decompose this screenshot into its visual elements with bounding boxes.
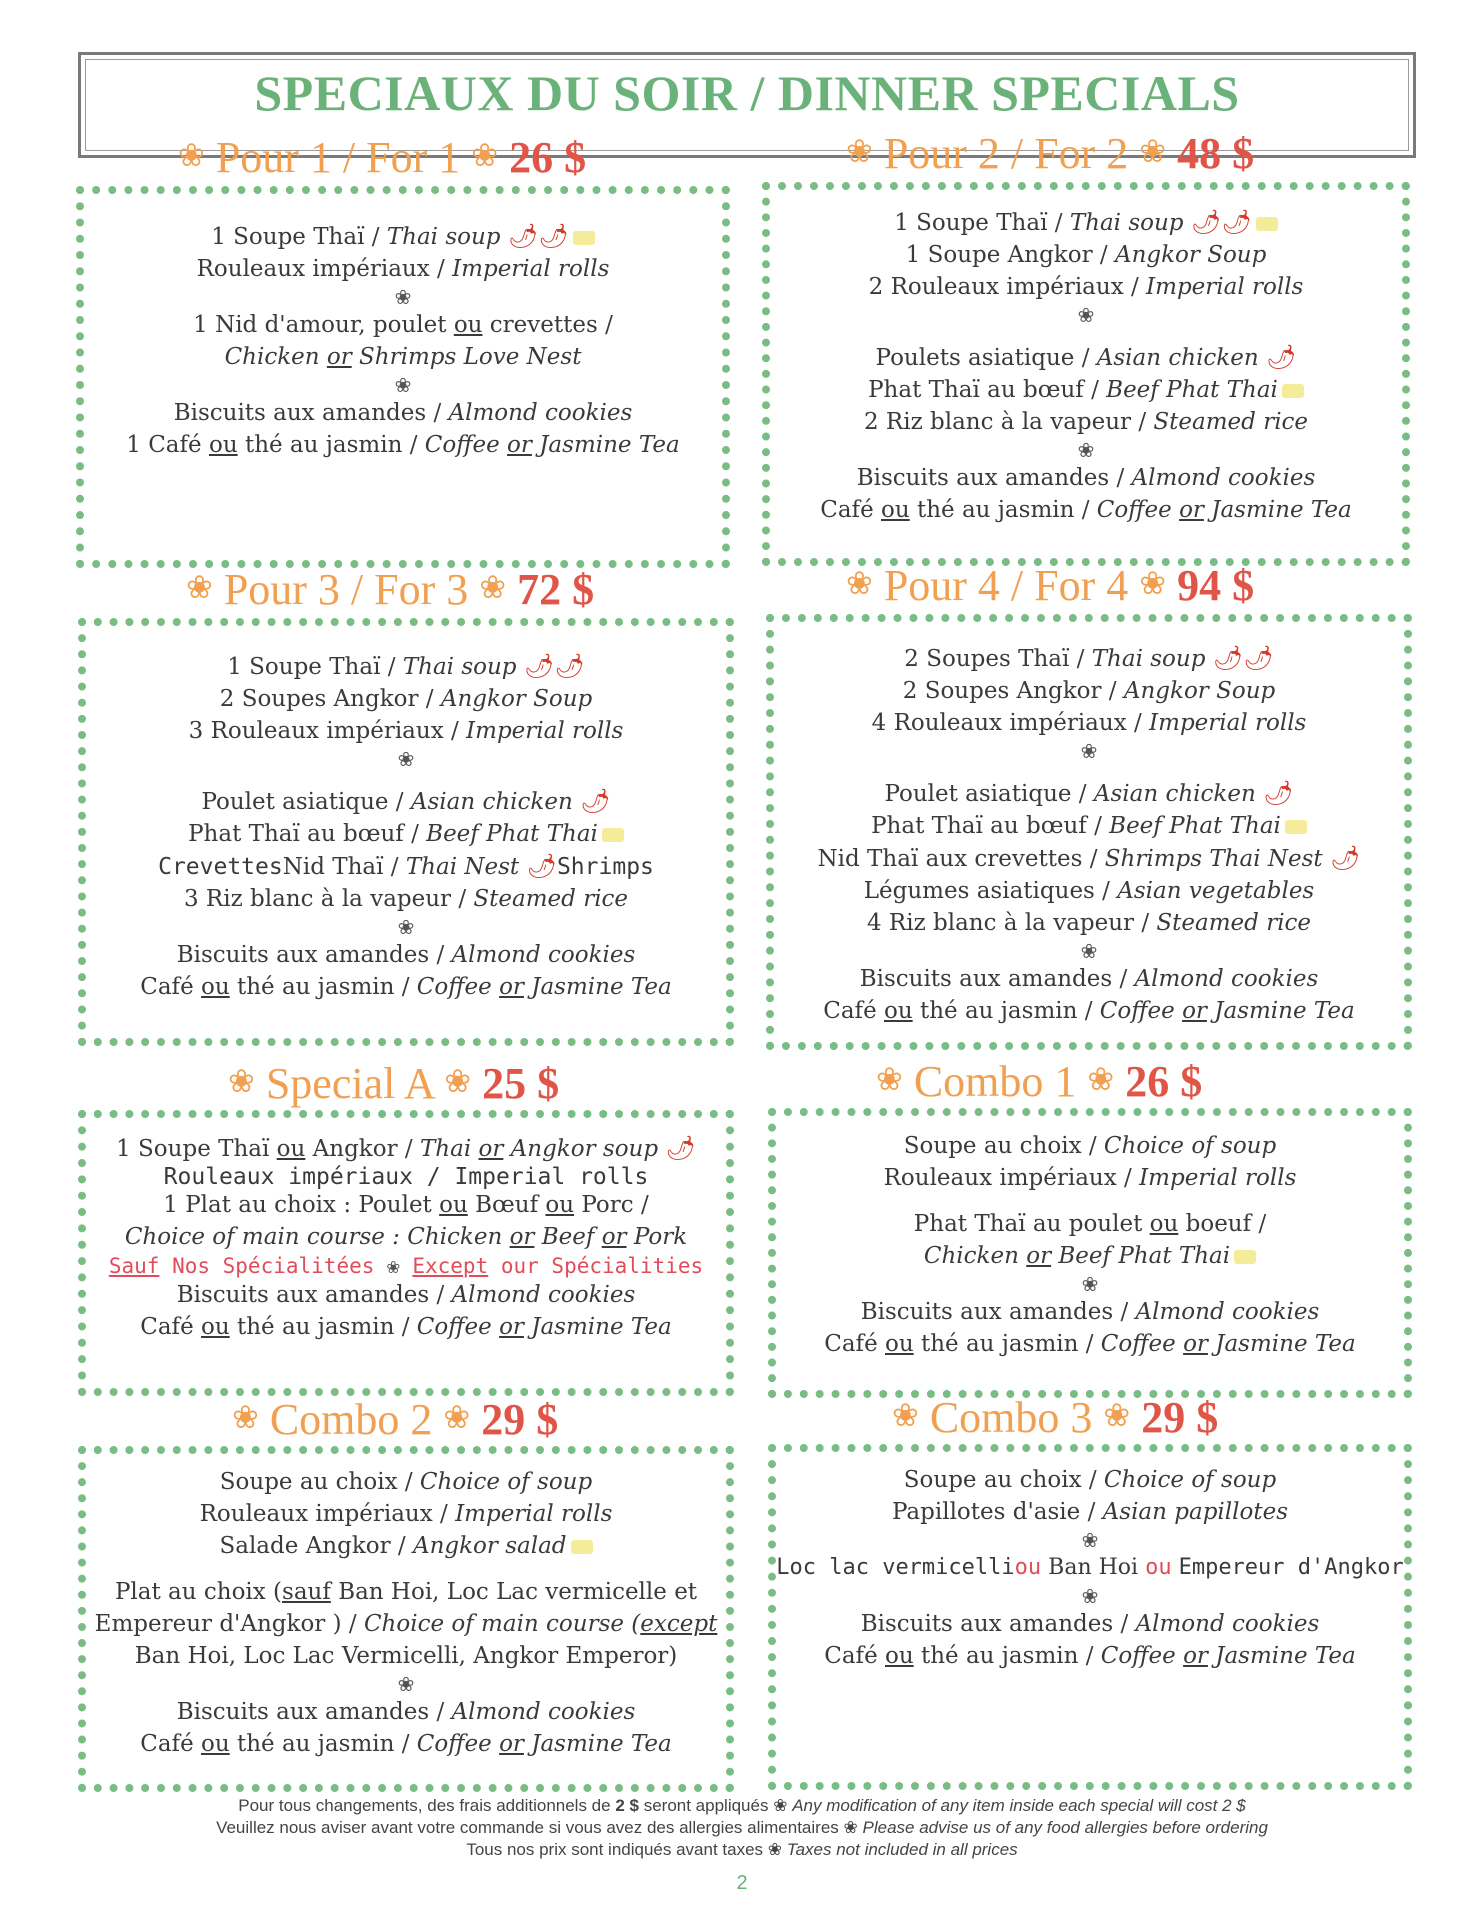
chili-icon: 🌶 [538, 222, 569, 250]
menu-line: Phat Thaï au bœuf / Beef Phat Thai [86, 818, 726, 850]
highlight-mark [1234, 1250, 1256, 1264]
menu-line: 1 Plat au choix : Poulet ou Bœuf ou Porc / [163, 1192, 649, 1218]
swirl-icon: ❀ [479, 569, 507, 605]
menu-line: 2 Soupes Angkor / Angkor Soup [902, 678, 1276, 704]
flower-icon: ❀ [397, 915, 415, 939]
flower-icon: ❀ [1080, 939, 1098, 963]
flower-icon: ❀ [1080, 739, 1098, 763]
menu-line: 3 Riz blanc à la vapeur / Steamed rice [183, 886, 629, 912]
menu-line: Biscuits aux amandes / Almond cookies [176, 1282, 636, 1308]
menu-line: Soupe au choix / Choice of soup [903, 1467, 1277, 1493]
swirl-icon: ❀ [876, 1061, 903, 1097]
handwritten-note: Crevettes [158, 854, 283, 880]
menu-line: Phat Thaï au poulet ou boeuf / [913, 1211, 1267, 1237]
menu-line: Rouleaux impériaux / Imperial rolls [199, 1501, 613, 1527]
chili-icon: 🌶 [1221, 208, 1252, 236]
menu-line: 1 Soupe Thaï / Thai soup 🌶🌶 [770, 206, 1402, 239]
menu-line: 1 Soupe Thaï / Thai soup 🌶🌶 [84, 220, 722, 253]
price: 26 $ [1125, 1057, 1203, 1106]
highlight-mark [1282, 384, 1304, 398]
menu-line: Rouleaux impériaux / Imperial rolls [883, 1165, 1297, 1191]
heading-combo1: ❀ Combo 1 ❀ 26 $ [876, 1057, 1203, 1106]
handwritten-note: Shrimps [556, 854, 654, 880]
highlight-mark [1256, 217, 1278, 231]
menu-line: Ban Hoi, Loc Lac Vermicelli, Angkor Emperor) [134, 1643, 678, 1669]
chili-icon: 🌶 [554, 652, 585, 680]
menu-line: Empereur d'Angkor ) / Choice of main course (except [94, 1611, 718, 1637]
price: 29 $ [1141, 1393, 1219, 1442]
menu-line: Phat Thaï au bœuf / Beef Phat Thai [774, 810, 1404, 842]
swirl-icon: ❀ [228, 1063, 255, 1099]
chili-icon: 🌶 [1263, 779, 1294, 807]
flower-icon: ❀ [397, 1672, 415, 1696]
menu-line: Biscuits aux amandes / Almond cookies [859, 966, 1319, 992]
menu-line: Rouleaux impériaux / Imperial rolls [196, 256, 610, 282]
flower-icon: ❀ [1081, 1584, 1099, 1608]
price: 26 $ [509, 133, 587, 182]
menu-line: Soupe au choix / Choice of soup [219, 1469, 593, 1495]
menu-line: Loc lac vermicelliou Ban Hoi ou Empereur d'Angkor [776, 1555, 1404, 1580]
swirl-icon: ❀ [178, 137, 205, 173]
card-combo1 [768, 1108, 1412, 1398]
card-for1 [76, 186, 730, 568]
menu-line: Choice of main course : Chicken or Beef or Pork [124, 1224, 688, 1250]
menu-line: Café ou thé au jasmin / Coffee or Jasmine Tea [140, 974, 672, 1000]
chili-icon: 🌶 [523, 652, 555, 680]
menu-line: 4 Riz blanc à la vapeur / Steamed rice [866, 910, 1312, 936]
flower-icon: ❀ [387, 1254, 400, 1278]
menu-line: Biscuits aux amandes / Almond cookies [176, 942, 636, 968]
menu-line: 4 Rouleaux impériaux / Imperial rolls [871, 710, 1307, 736]
menu-line: Café ou thé au jasmin / Coffee or Jasmine Tea [824, 1643, 1356, 1669]
menu-line: Nid Thaï aux crevettes / Shrimps Thai Nest 🌶 [817, 844, 1361, 872]
flower-icon: ❀ [1081, 1272, 1099, 1296]
heading-for3: ❀ Pour 3 / For 3 ❀ 72 $ [186, 565, 595, 614]
swirl-icon: ❀ [846, 133, 873, 169]
card-for3 [78, 618, 734, 1046]
menu-line: Biscuits aux amandes / Almond cookies [860, 1299, 1320, 1325]
menu-line: Papillotes d'asie / Asian papillotes [891, 1499, 1288, 1525]
card-for2 [762, 182, 1410, 566]
swirl-icon: ❀ [1087, 1061, 1115, 1097]
highlight-mark [571, 1540, 593, 1554]
card-special-a [78, 1110, 734, 1396]
menu-line: Poulet asiatique / Asian chicken 🌶 [201, 787, 611, 815]
menu-line: 2 Riz blanc à la vapeur / Steamed rice [863, 409, 1309, 435]
card-for4 [766, 614, 1412, 1050]
menu-line: Chicken or Beef Phat Thai [776, 1240, 1404, 1272]
chili-icon: 🌶 [580, 787, 611, 815]
menu-line: Poulet asiatique / Asian chicken 🌶 [884, 779, 1294, 807]
swirl-icon: ❀ [1139, 133, 1167, 169]
card-combo3 [768, 1444, 1412, 1790]
menu-line: 2 Soupes Angkor / Angkor Soup [219, 686, 593, 712]
handwritten-note: Rouleaux impériaux / Imperial rolls [163, 1164, 649, 1190]
chili-icon: 🌶 [1243, 644, 1274, 672]
chili-icon: 🌶 [1329, 844, 1361, 872]
menu-line: Café ou thé au jasmin / Coffee or Jasmine Tea [824, 1331, 1356, 1357]
menu-line: 1 Soupe Thaï / Thai soup 🌶🌶 [227, 652, 585, 680]
heading-combo2: ❀ Combo 2 ❀ 29 $ [232, 1395, 559, 1444]
menu-line: Café ou thé au jasmin / Coffee or Jasmine Tea [823, 998, 1355, 1024]
swirl-icon: ❀ [186, 569, 213, 605]
footer-line-3: Tous nos prix sont indiqués avant taxes ❀ Taxes not included in all prices [466, 1840, 1018, 1859]
menu-line: Biscuits aux amandes / Almond cookies [856, 465, 1316, 491]
chili-icon: 🌶 [507, 222, 539, 250]
heading-for2: ❀ Pour 2 / For 2 ❀ 48 $ [846, 129, 1255, 178]
menu-line: Café ou thé au jasmin / Coffee or Jasmine Tea [140, 1314, 672, 1340]
flower-icon: ❀ [1081, 1528, 1099, 1552]
menu-line: Légumes asiatiques / Asian vegetables [863, 878, 1315, 904]
menu-line: CrevettesNid Thaï / Thai Nest 🌶Shrimps [158, 852, 654, 880]
swirl-icon: ❀ [232, 1399, 259, 1435]
price: 94 $ [1177, 561, 1255, 610]
chili-icon: 🌶 [665, 1134, 696, 1162]
swirl-icon: ❀ [444, 1063, 472, 1099]
price: 25 $ [482, 1059, 560, 1108]
menu-line: 2 Soupes Thaï / Thai soup 🌶🌶 [904, 644, 1274, 672]
menu-line: Biscuits aux amandes / Almond cookies [176, 1699, 636, 1725]
menu-line: Biscuits aux amandes / Almond cookies [173, 400, 633, 426]
heading-special-a: ❀ Special A ❀ 25 $ [228, 1059, 560, 1108]
chili-icon: 🌶 [526, 852, 557, 880]
menu-line: 1 Nid d'amour, poulet ou crevettes / [193, 312, 613, 338]
menu-line: Poulets asiatique / Asian chicken 🌶 [875, 343, 1297, 371]
menu-line: 2 Rouleaux impériaux / Imperial rolls [868, 274, 1304, 300]
flower-icon: ❀ [843, 1818, 858, 1837]
menu-line: Café ou thé au jasmin / Coffee or Jasmine Tea [140, 1731, 672, 1757]
highlight-mark [602, 828, 624, 842]
flower-icon: ❀ [1077, 438, 1095, 462]
flower-icon: ❀ [397, 747, 415, 771]
highlight-mark [1285, 820, 1307, 834]
menu-line: 3 Rouleaux impériaux / Imperial rolls [188, 718, 624, 744]
menu-line: Biscuits aux amandes / Almond cookies [860, 1611, 1320, 1637]
menu-line: Café ou thé au jasmin / Coffee or Jasmine Tea [820, 497, 1352, 523]
chili-icon: 🌶 [1212, 644, 1244, 672]
price: 48 $ [1177, 129, 1255, 178]
price: 29 $ [481, 1395, 559, 1444]
menu-line: 1 Soupe Thaï ou Angkor / Thai or Angkor soup 🌶 [116, 1134, 696, 1162]
card-combo2 [78, 1446, 734, 1792]
swirl-icon: ❀ [1103, 1397, 1131, 1433]
handwritten-note: Empereur d'Angkor [1178, 1555, 1404, 1580]
handwritten-note: Sauf Nos Spécialitées ❀ Except our Spécialities [108, 1254, 704, 1278]
swirl-icon: ❀ [892, 1397, 919, 1433]
highlight-mark [573, 231, 595, 245]
flower-icon: ❀ [773, 1796, 788, 1815]
heading-for1: ❀ Pour 1 / For 1 ❀ 26 $ [178, 133, 587, 182]
page-title: SPECIAUX DU SOIR / DINNER SPECIALS [254, 65, 1240, 121]
menu-line: 1 Soupe Angkor / Angkor Soup [905, 242, 1267, 268]
handwritten-note: Loc lac vermicelli [776, 1555, 1015, 1580]
chili-icon: 🌶 [1265, 343, 1297, 371]
page-number: 2 [736, 1872, 748, 1894]
swirl-icon: ❀ [443, 1399, 471, 1435]
footer-line-1: Pour tous changements, des frais additionnels de 2 $ seront appliqués ❀ Any modification of any item inside each special will cost 2 $ [238, 1796, 1246, 1815]
heading-combo3: ❀ Combo 3 ❀ 29 $ [892, 1393, 1219, 1442]
menu-line: Chicken or Shrimps Love Nest [224, 344, 582, 370]
menu-line: 1 Café ou thé au jasmin / Coffee or Jasmine Tea [126, 432, 680, 458]
price: 72 $ [517, 565, 595, 614]
flower-icon: ❀ [1077, 303, 1095, 327]
swirl-icon: ❀ [471, 137, 499, 173]
menu-line: Phat Thaï au bœuf / Beef Phat Thai [770, 374, 1402, 406]
menu-line: Plat au choix (sauf Ban Hoi, Loc Lac vermicelle et [114, 1579, 698, 1605]
chili-icon: 🌶 [1190, 208, 1222, 236]
footer-line-2: Veuillez nous aviser avant votre commande si vous avez des allergies alimentaires ❀ Please advise us of any food allergies before ordering [216, 1818, 1268, 1837]
flower-icon: ❀ [394, 285, 412, 309]
menu-line: Salade Angkor / Angkor salad [86, 1530, 726, 1562]
flower-icon: ❀ [394, 373, 412, 397]
flower-icon: ❀ [767, 1840, 783, 1859]
heading-for4: ❀ Pour 4 / For 4 ❀ 94 $ [846, 561, 1255, 610]
menu-line: Soupe au choix / Choice of soup [903, 1133, 1277, 1159]
swirl-icon: ❀ [1139, 565, 1167, 601]
swirl-icon: ❀ [846, 565, 873, 601]
